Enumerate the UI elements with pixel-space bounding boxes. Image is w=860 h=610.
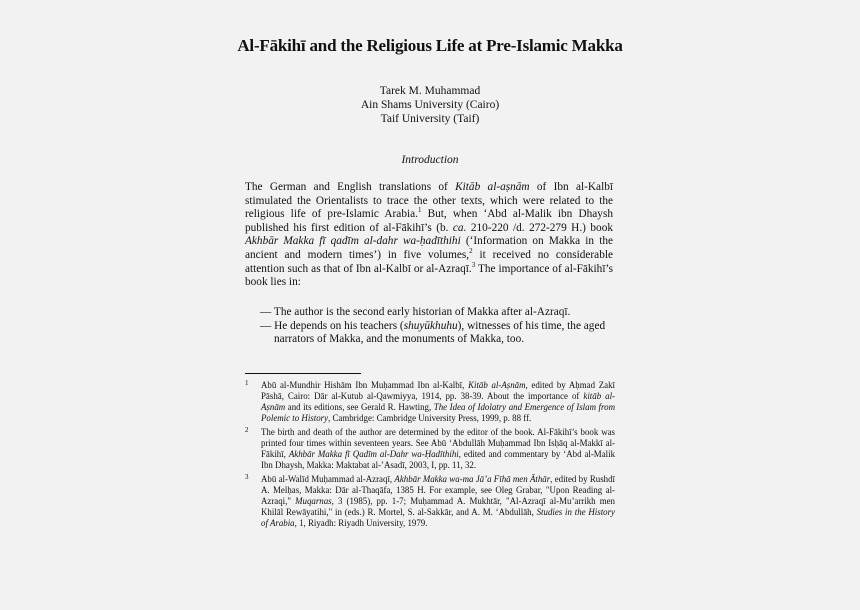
footnote (245, 474, 615, 529)
paper-title: Al-Fākihī and the Religious Life at Pre-Islamic Makka (237, 36, 623, 55)
footnote-number: 2 (245, 426, 249, 434)
list-item-text: — The author is the second early historian of Makka after al-Azraqī. (260, 306, 571, 318)
paragraph-text: The German and English translations of (245, 181, 456, 193)
footnote (245, 427, 615, 471)
paragraph-text: But, when ‘Abd al-Malik ibn Dhaysh published his first edition of al-Fākihī’s (b. (245, 208, 613, 234)
footnote-italic: Akhbār Makka wa-ma Jā’a Fīhā men Āthār (394, 474, 551, 484)
paragraph-text: The importance of al-Fākihī’s book lies in: (245, 262, 614, 289)
footnote-italic: kitāb al-Aṣnām (261, 391, 615, 412)
footnote-ref[interactable]: 2 (469, 247, 473, 256)
paragraph-text: of Ibn al-Kalbī stimulated the Orientalists to trace the other texts, which were related to the religious life of pre-Islamic Arabia. (245, 181, 613, 221)
footnote-text: Abū al-Walīd Muḥammad al-Azraqī, (261, 474, 395, 484)
author-affiliation-1: Ain Shams University (Cairo) (360, 99, 500, 111)
list-item-text: ), witnesses of his time, the aged narrators of Makka, and the monuments of Makka, too. (274, 319, 606, 346)
footnote-italic: The Idea of Idolatry and Emergence of Islam from Polemic to History (261, 402, 615, 423)
footnote-text: , 1, Riyadh: Riyadh University, 1979. (294, 518, 428, 528)
author-block (0, 84, 860, 126)
footnote-ref[interactable]: 1 (417, 206, 422, 215)
footnote-text: , Cambridge: Cambridge University Press, 1999, p. 88 ff. (328, 413, 532, 423)
paragraph-italic: ca. (452, 221, 467, 234)
importance-list (260, 306, 613, 347)
footnote-text: , 3 (1985), pp. 1-7; Muḥammad A. Mukhtār, "Al-Azraqī al-Mu’arrikh men Khilāl Rewāyatihi," in (eds.) R. Mortel, S. al-Sakkār, and A. M. ‘Abdullāh, (261, 496, 615, 517)
list-item (260, 320, 613, 347)
footnote-italic: Akhbār Makka fī Qadīm al-Dahr wa-Ḥadīthihi (288, 449, 459, 459)
footnote (245, 380, 615, 424)
paragraph-text: (‘Information on Makka in the ancient and modern times’) in five volumes, (245, 235, 613, 261)
footnote-text: , edited by Rushdī A. Melḥas, Makka: Dār al-Thaqāfa, 1385 H. For example, see Oleg Grabar, "Upon Reading al-Azraqi," (261, 474, 615, 506)
footnote-text: Abū al-Mundhir Hishām Ibn Muḥammad Ibn al-Kalbī, (261, 380, 469, 390)
footnotes (245, 380, 615, 532)
paragraph-italic: Kitāb al-aṣnām (455, 181, 530, 193)
paragraph-text: it received no considerable attention such as that of Ibn al-Kalbī or al-Azraqī. (245, 248, 613, 275)
list-item (260, 306, 613, 320)
footnote-ref[interactable]: 3 (471, 260, 476, 269)
footnote-italic: Muqarnas (295, 496, 332, 506)
footnote-number: 1 (245, 379, 249, 387)
intro-paragraph (245, 181, 613, 290)
author-affiliation-2: Taif University (Taif) (380, 113, 480, 125)
footnote-divider (245, 373, 361, 374)
footnote-italic: Kitāb al-Aṣnām (468, 380, 526, 390)
footnote-text: The birth and death of the author are determined by the editor of the book. Al-Fākihī’s book was printed four times within seventeen years. See Abū ‘Abdullāh Muḥammad Ibn Isḥāq al-Makkī al-Fākihī, (261, 427, 615, 459)
paragraph-italic: Akhbār Makka fī qadīm al-dahr wa-ḥadīthihi (245, 235, 461, 248)
footnote-italic: Studies in the History of Arabia (261, 507, 615, 528)
author-name: Tarek M. Muhammad (379, 85, 481, 97)
footnote-text: , edited by Aḥmad Zakī Pāshā, Cairo: Dār al-Kutub al-Qawmiyya, 1914, pp. 38-39. About the importance of (261, 380, 615, 401)
paragraph-text: 210-220 /d. 272-279 H.) book (466, 221, 613, 234)
footnote-text: , edited and commentary by ‘Abd al-Malik Ibn Dhaysh, Makka: Maktabat al-’Asadī, 2003, I, pp. 11, 32. (261, 449, 616, 470)
footnote-number: 3 (245, 473, 249, 481)
list-item-italic: shuyūkhuhu (403, 319, 458, 332)
footnote-text: and its editions, see Gerald R. Hawting, (285, 402, 434, 412)
section-heading: Introduction (401, 154, 459, 166)
list-item-text: — He depends on his teachers ( (260, 319, 404, 332)
